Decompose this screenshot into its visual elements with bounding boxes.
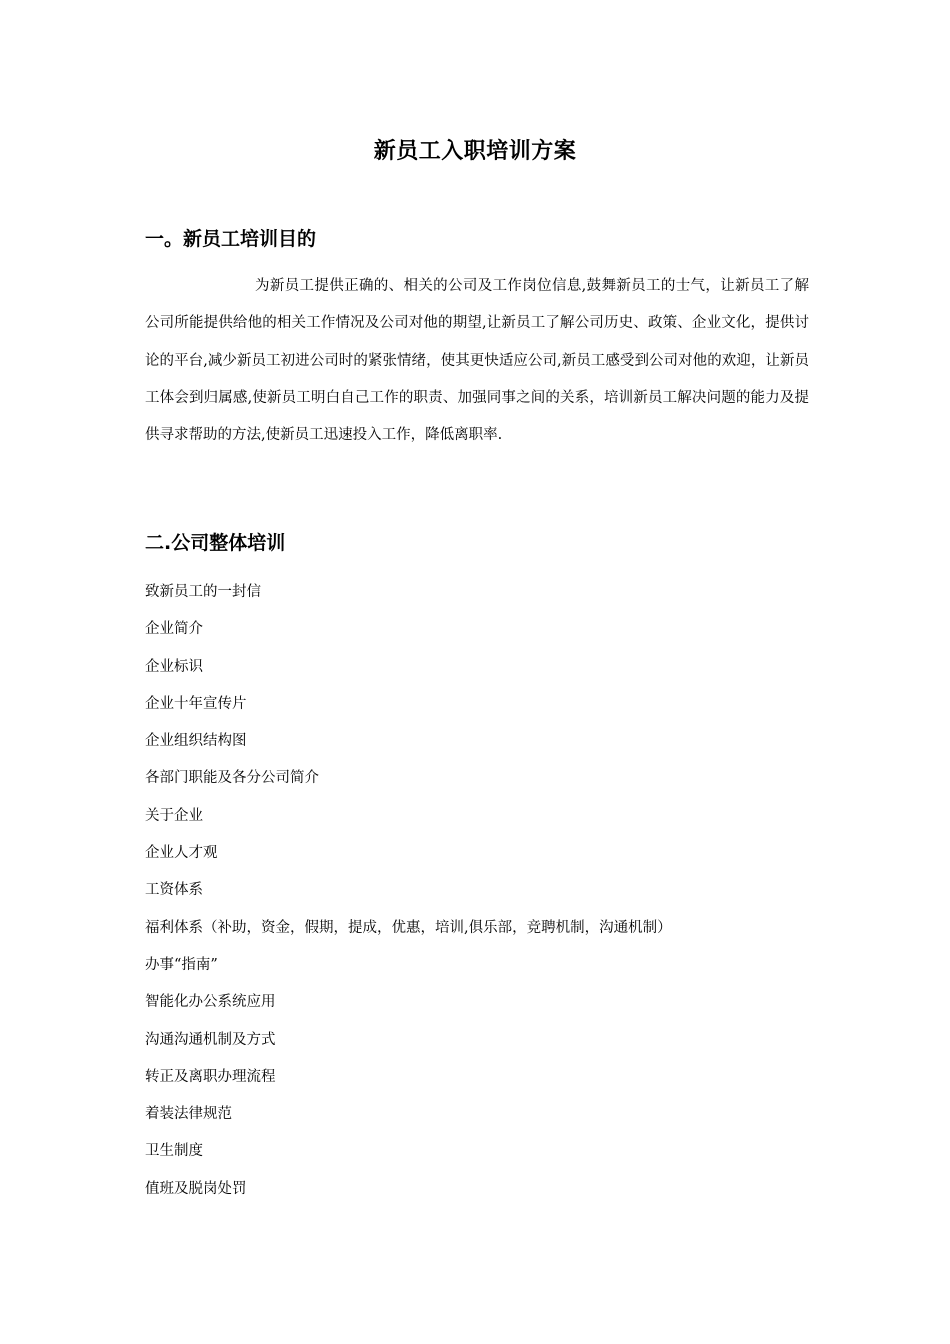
training-items-list	[145, 574, 672, 1208]
document-title: 新员工入职培训方案	[373, 139, 577, 164]
list-item: 卫生制度	[145, 1143, 203, 1160]
list-item: 工资体系	[145, 882, 203, 899]
list-item: 致新员工的一封信	[145, 584, 261, 600]
list-item: 企业组织结构图	[145, 733, 247, 750]
list-item: 着装法律规范	[145, 1106, 232, 1123]
list-item: 福利体系（补助，资金，假期，提成，优惠，培训,俱乐部，竞聘机制，沟通机制）	[145, 919, 672, 936]
section-heading-purpose: 一。新员工培训目的	[145, 228, 317, 250]
section-heading-overall-training: 二.公司整体培训	[145, 532, 286, 554]
list-item: 企业十年宣传片	[145, 695, 247, 712]
list-item: 智能化办公系统应用	[145, 994, 276, 1011]
list-item: 企业标识	[145, 658, 203, 675]
list-item: 转正及离职办理流程	[145, 1068, 276, 1085]
list-item: 关于企业	[145, 807, 203, 824]
list-item: 企业简介	[145, 621, 203, 638]
list-item: 各部门职能及各分公司简介	[145, 770, 319, 787]
purpose-paragraph: 为新员工提供正确的、相关的公司及工作岗位信息,鼓舞新员工的士气，让新员工了解公司所能提供给他的相关工作情况及公司对他的期望,让新员工了解公司历史、政策、企业文化，提供讨论的平台,减少新员工初进公司时的紧张情绪，使其更快适应公司,新员工感受到公司对他的欢迎，让新员工体会到归属感,使新员工明白自己工作的职责、加强同事之间的关系，培训新员工解决问题的能力及提供寻求帮助的方法,使新员工迅速投入工作，降低离职率.	[145, 278, 809, 444]
list-item: 沟通沟通机制及方式	[145, 1031, 276, 1048]
list-item: 办事“指南”	[145, 956, 218, 973]
list-item: 企业人才观	[145, 845, 218, 862]
list-item: 值班及脱岗处罚	[145, 1180, 247, 1197]
